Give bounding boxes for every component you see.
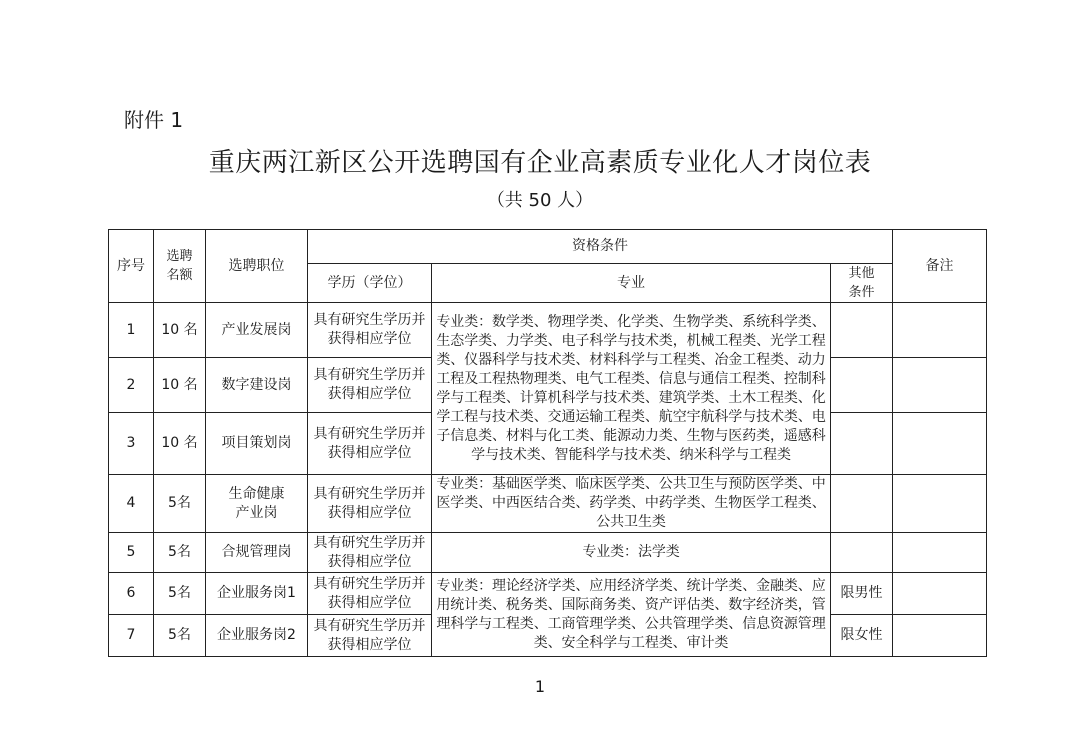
- page-subtitle: （共 50 人）: [486, 190, 594, 211]
- positions-table: [108, 229, 987, 657]
- table-row: [109, 573, 987, 615]
- row-other: 限男性: [831, 573, 893, 615]
- page-number: 1: [534, 677, 546, 696]
- row-remarks: [893, 533, 987, 573]
- header-major: 专业: [432, 264, 831, 303]
- row-major: 专业类：数学类、物理学类、化学类、生物学类、系统科学类、生态学类、力学类、电子科学与技术类，机械工程类、光学工程类、仪器科学与技术类、材料科学与工程类、冶金工程类、动力工程及工程热物理类、电气工程类、信息与通信工程类、控制科学与工程类、计算机科学与技术类、建筑学类、土木工程类、化学工程与技术类、交通运输工程类、航空宇航科学与技术类、电子信息类、材料与化工类、能源动力类、生物与医药类，遥感科学与技术类、智能科学与技术类、纳米科学与工程类: [432, 303, 831, 475]
- row-remarks: [893, 475, 987, 533]
- page-title: 重庆两江新区公开选聘国有企业高素质专业化人才岗位表: [208, 148, 872, 178]
- row-no: 1: [109, 303, 154, 358]
- row-no: 5: [109, 533, 154, 573]
- row-quota: 10 名: [154, 413, 206, 475]
- table-header-row: [109, 230, 987, 264]
- row-quota: 10 名: [154, 303, 206, 358]
- header-qualifications: 资格条件: [308, 230, 893, 264]
- row-position: 数字建设岗: [206, 358, 308, 413]
- row-education: 具有研究生学历并获得相应学位: [308, 303, 432, 358]
- row-education: 具有研究生学历并获得相应学位: [308, 533, 432, 573]
- header-education: 学历（学位）: [308, 264, 432, 303]
- row-position-text: 生命健康产业岗: [228, 485, 285, 521]
- annex-label: 附件 1: [124, 108, 184, 132]
- row-remarks: [893, 615, 987, 657]
- row-no: 3: [109, 413, 154, 475]
- row-quota: 5名: [154, 615, 206, 657]
- header-position: 选聘职位: [206, 230, 308, 303]
- row-position: 企业服务岗2: [206, 615, 308, 657]
- row-remarks: [893, 303, 987, 358]
- header-quota-text: 选聘名额: [166, 249, 193, 283]
- row-no: 7: [109, 615, 154, 657]
- table-row: [109, 475, 987, 533]
- row-education: 具有研究生学历并获得相应学位: [308, 475, 432, 533]
- row-education: 具有研究生学历并获得相应学位: [308, 573, 432, 615]
- row-remarks: [893, 573, 987, 615]
- header-other: [831, 264, 893, 303]
- row-position: 合规管理岗: [206, 533, 308, 573]
- row-position: 企业服务岗1: [206, 573, 308, 615]
- row-quota: 5名: [154, 533, 206, 573]
- row-other: [831, 475, 893, 533]
- row-education: 具有研究生学历并获得相应学位: [308, 413, 432, 475]
- row-no: 6: [109, 573, 154, 615]
- row-quota: 10 名: [154, 358, 206, 413]
- row-major: 专业类：法学类: [432, 533, 831, 573]
- row-major: 专业类：基础医学类、临床医学类、公共卫生与预防医学类、中医学类、中西医结合类、药学类、中药学类、生物医学工程类、公共卫生类: [432, 475, 831, 533]
- row-quota: 5名: [154, 475, 206, 533]
- row-other: 限女性: [831, 615, 893, 657]
- row-other: [831, 533, 893, 573]
- row-other: [831, 358, 893, 413]
- table-row: [109, 303, 987, 358]
- header-remarks: 备注: [893, 230, 987, 303]
- row-other: [831, 303, 893, 358]
- row-other: [831, 413, 893, 475]
- row-position: 产业发展岗: [206, 303, 308, 358]
- row-no: 4: [109, 475, 154, 533]
- row-quota: 5名: [154, 573, 206, 615]
- row-education: 具有研究生学历并获得相应学位: [308, 615, 432, 657]
- header-quota: [154, 230, 206, 303]
- row-remarks: [893, 413, 987, 475]
- row-no: 2: [109, 358, 154, 413]
- header-other-text: 其他条件: [848, 266, 875, 300]
- header-no: 序号: [109, 230, 154, 303]
- row-position: [206, 475, 308, 533]
- table-row: [109, 533, 987, 573]
- row-major: 专业类：理论经济学类、应用经济学类、统计学类、金融类、应用统计类、税务类、国际商务类、资产评估类、数字经济类，管理科学与工程类、工商管理学类、公共管理学类、信息资源管理类、安全科学与工程类、审计类: [432, 573, 831, 657]
- row-position: 项目策划岗: [206, 413, 308, 475]
- row-remarks: [893, 358, 987, 413]
- row-education: 具有研究生学历并获得相应学位: [308, 358, 432, 413]
